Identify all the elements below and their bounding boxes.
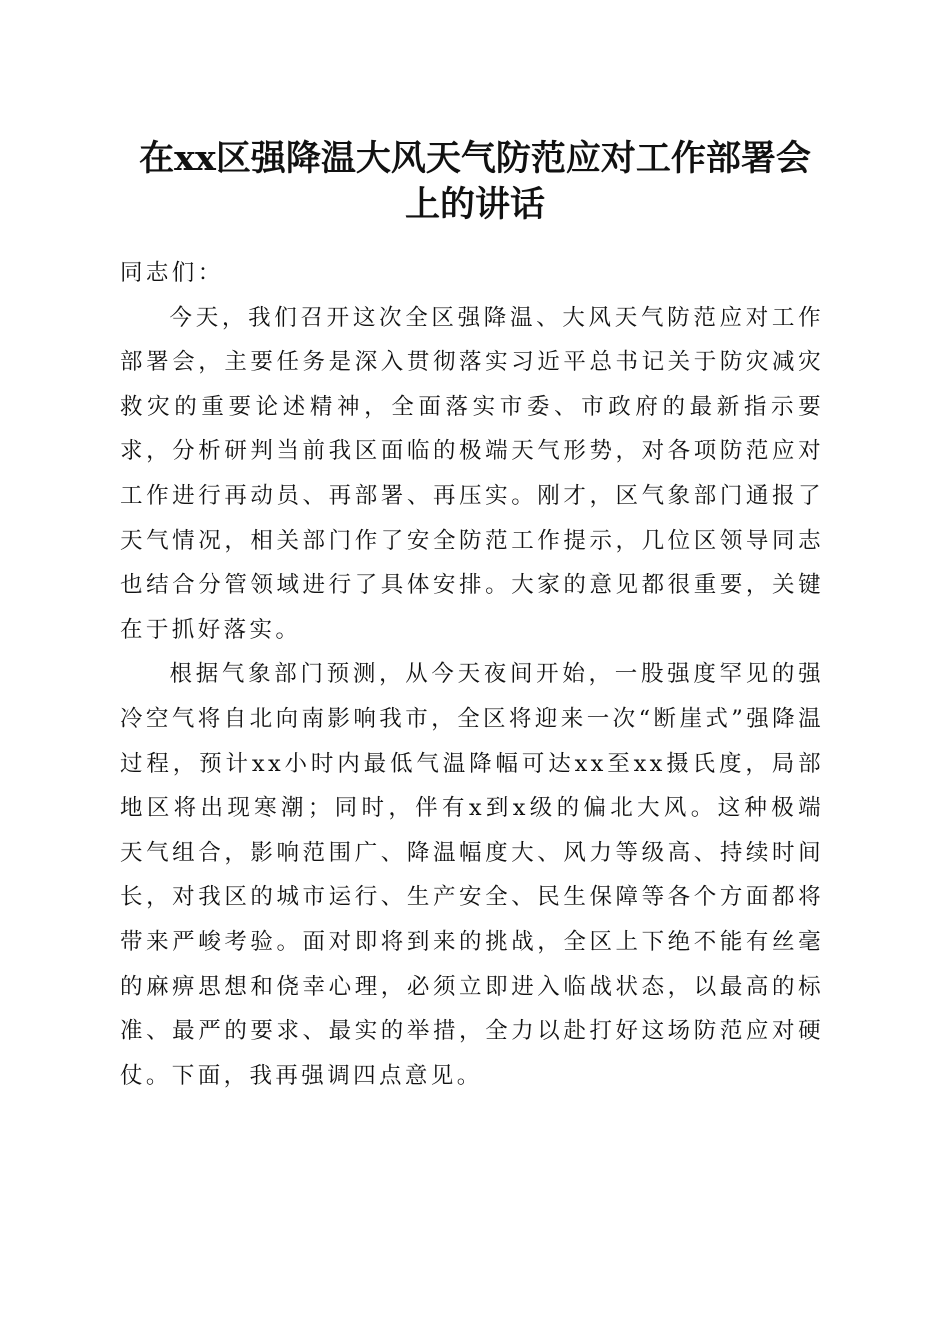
document-body bbox=[120, 251, 824, 1098]
paragraph-forecast: 根据气象部门预测，从今天夜间开始，一股强度罕见的强冷空气将自北向南影响我市，全区将迎来一次“断崖式”强降温过程，预计xx小时内最低气温降幅可达xx至xx摄氏度，局部地区将出现寒潮；同时，伴有x到x级的偏北大风。这种极端天气组合，影响范围广、降温幅度大、风力等级高、持续时间长，对我区的城市运行、生产安全、民生保障等各个方面都将带来严峻考验。面对即将到来的挑战，全区上下绝不能有丝毫的麻痹思想和侥幸心理，必须立即进入临战状态，以最高的标准、最严的要求、最实的举措，全力以赴打好这场防范应对硬仗。下面，我再强调四点意见。 bbox=[120, 661, 824, 1089]
title-line-2: 上的讲话 bbox=[404, 184, 545, 225]
title-line-1: 在xx区强降温大风天气防范应对工作部署会 bbox=[139, 138, 811, 179]
greeting: 同志们： bbox=[120, 260, 224, 286]
document-title bbox=[100, 136, 850, 228]
paragraph-opening: 今天，我们召开这次全区强降温、大风天气防范应对工作部署会，主要任务是深入贯彻落实习近平总书记关于防灾减灾救灾的重要论述精神，全面落实市委、市政府的最新指示要求，分析研判当前我区面临的极端天气形势，对各项防范应对工作进行再动员、再部署、再压实。刚才，区气象部门通报了天气情况，相关部门作了安全防范工作提示，几位区领导同志也结合分管领域进行了具体安排。大家的意见都很重要，关键在于抓好落实。 bbox=[120, 304, 824, 643]
